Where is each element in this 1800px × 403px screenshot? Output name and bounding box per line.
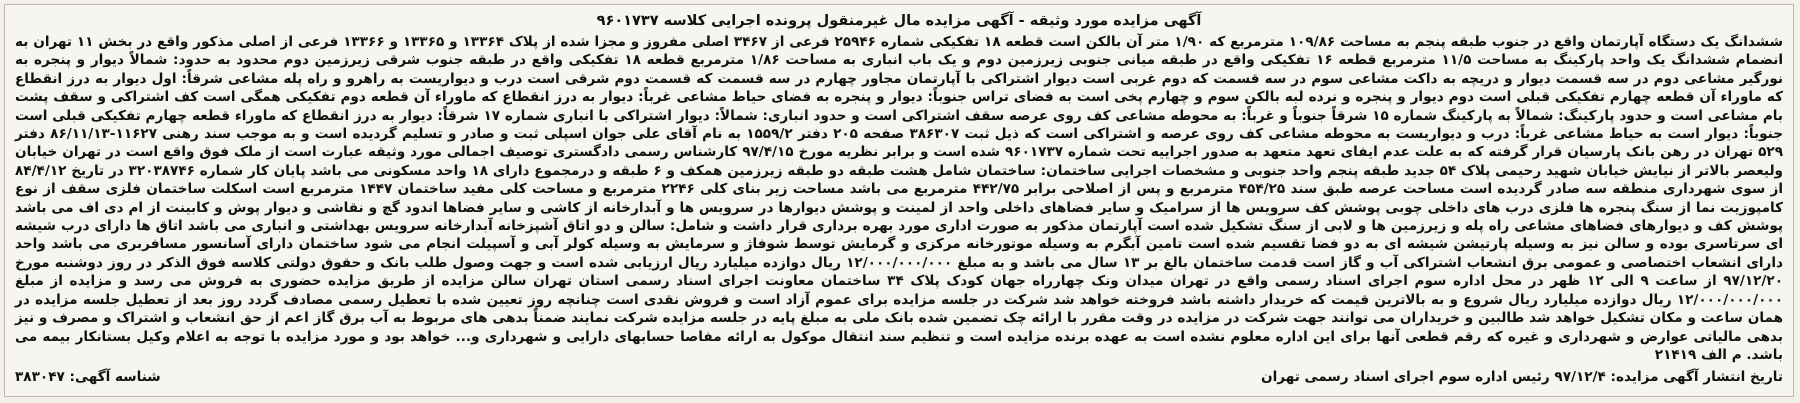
notice-body: ششدانگ یک دستگاه آپارتمان واقع در جنوب طبقه پنجم به مساحت ۱۰۹/۸۶ مترمربع که ۱/۹۰ متر آن بالکن است قطعه ۱۸ تفکیکی شماره ۲۵۹۴۶ فرعی از ۳۴۶۷ اصلی مفروز و مجزا شده از پلاک ۱۳۳۶۴ و ۱۳۳۶۵ و ۱۳۳۶۶ فرعی از اصلی مذکور واقع در بخش ۱۱ تهران به انضمام ششدانگ یک واحد پارکینگ به مساحت ۱۱/۵ مترمربع قطعه ۱۶ تفکیکی واقع در طبقه میانی جنوبی زیرزمین دوم و یک باب انباری به مساحت ۱/۸۶ مترمربع قطعه ۱۸ تفکیکی واقع در طبقه جنوب شرقی زیرزمین دوم محدود به حدود: شمالاً دیوار و پنجره به نورگیر مشاعی دوم در سه قسمت دیوار و دریچه به داکت مشاعی سوم در سه قسمت که دوم غربی است دیوار اشتراکی با آپارتمان مجاور چهارم در سه قسمت که قسمت دوم شرقی است درب و دیواریست به راهرو و راه پله مشاعی شرقاً: اول دیوار به درز انقطاع که ماوراء آن قطعه چهارم تفکیکی قبلی است دوم دیوار و پنجره و نرده لبه بالکن سوم و چهارم پخی است به فضای تراس جنوباً: دیوار و پنجره به فضای حیاط مشاعی غرباً: دیوار به درز انقطاع که ماوراء آن قطعه دوم تفکیکی همگی است کف اشتراکی و سقف پشت بام مشاعی است و حدود پارکینگ: شمالاً به پارکینگ شماره ۱۵ شرقاً جنوباً و غرباً: به محوطه مشاعی کف روی عرصه سقف اشتراکی است و حدود انباری: شمالاً: دیوار اشتراکی با انباری شماره ۱۷ شرقاً: دیوار به درز انقطاع که ماوراء قطعه چهارم تفکیکی قبلی است جنوباً: دیوار است به حیاط مشاعی غرباً: درب و دیواریست به محوطه مشاعی کف روی عرصه و اشتراکی است که ذیل ثبت ۳۸۶۳۰۷ صفحه ۲۰۵ دفتر ۱۵۵۹/۲ به نام آقای علی جوان اسپلی ثبت و صادر و تسلیم گردیده است و به موجب سند رهنی ۱۱۶۲۷-۸۶/۱۱/۱۳ دفتر ۵۲۹ تهران در رهن بانک پارسیان قرار گرفته که به علت عدم ایفای تعهد متعهد به صدور اجراییه تحت شماره ۹۶۰۱۷۳۷ شده است و برابر نظریه مورخ ۹۷/۴/۱۵ کارشناس رسمی دادگستری توصیف اجمالی مورد وثیقه عبارت است از ملک فوق واقع است در تهران خیابان ولیعصر بالاتر از نیایش خیابان شهید رحیمی پلاک ۵۴ جدید طبقه پنجم واحد جنوبی و مشخصات اجرایی ساختمان: ساختمان شامل هشت طبقه دو طبقه زیرزمین همکف و ۶ طبقه و درمجموع دارای ۱۸ واحد مسکونی می باشد پایان کار شماره ۳۲۰۳۸۷۴۶ در تاریخ ۸۴/۴/۱۲ از سوی شهرداری منطقه سه صادر گردیده است مساحت عرصه طبق سند ۴۵۴/۲۵ مترمربع و پس از اصلاحی برابر ۴۴۲/۷۵ مترمربع می باشد مساحت زیر بنای کلی ۲۲۴۶ مترمربع و مساحت کلی مفید ساختمان ۱۴۴۷ مترمربع است اسکلت ساختمان فلزی سقف از نوع کامپوزیت نما از سنگ پنجره ها فلزی درب های داخلی چوبی پوشش کف سرویس ها از سرامیک و سایر فضاهای داخلی واحد از لمینت و پوشش دیوارها در سرویس ها و آبدارخانه از کاشی و سایر فضاها اندود گچ و نقاشی و دیوار پوش و کابینت از ام دی اف می باشد پوشش کف و دیوارهای فضاهای مشاعی راه پله و زیرزمین ها و لابی از سنگ تشکیل شده است آپارتمان مذکور به صورت اداری مورد بهره برداری قرار داشت و شامل: سالن و دو اتاق آشپزخانه آبدارخانه سرویس بهداشتی و انباری می باشد اتاق ها دارای درب شیشه ای سرتاسری بوده و سالن نیز به وسیله پارتیشن شیشه ای به دو فضا تقسیم شده است تامین آبگرم به وسیله موتورخانه مرکزی و گرمایش توسط شوفاژ و سرمایش به وسیله کولر آبی و آسپیلت انجام می شود ساختمان دارای آسانسور مسافربری می باشد واحد دارای انشعاب اختصاصی و عمومی برق انشعاب اشتراکی آب و گاز است قدمت ساختمان بالغ بر ۱۳ سال می باشد و به مبلغ ۱۲/۰۰۰/۰۰۰/۰۰۰ ریال دوازده میلیارد ریال ارزیابی شده است و جهت وصول طلب بانک و حقوق دولتی کلاسه فوق الذکر در روز دوشنبه مورخ ۹۷/۱۲/۲۰ از ساعت ۹ الی ۱۲ ظهر در محل اداره سوم اجرای اسناد رسمی واقع در تهران میدان ونک چهارراه جهان کودک پلاک ۳۴ ساختمان معاونت اجرای اسناد رسمی استان تهران سالن مزایده از طریق مزایده حضوری به فروش می رسد و مزایده از مبلغ ۱۲/۰۰۰/۰۰۰/۰۰۰ ریال دوازده میلیارد ریال شروع و به بالاترین قیمت که خریدار داشته باشد فروخته خواهد شد شرکت در جلسه مزایده برای عموم آزاد است و فروش نقدی است چنانچه روز تعیین شده با تعطیل رسمی مصادف گردد روز بعد از تعطیل جلسه مزایده در همان ساعت و مکان تشکیل خواهد شد طالبین و خریداران می توانند جهت شرکت در مزایده در وقت مقرر با ارائه چک تضمین شده بانک ملی به مبلغ پایه در جلسه مزایده شرکت نمایند ضمناً بدهی های مربوط به آب برق گاز اعم از حق انشعاب و اشتراک و مصرف و نیز بدهی مالیاتی عوارض و شهرداری و غیره که رقم قطعی آنها برای این اداره معلوم نشده است به عهده برنده مزایده است و تنظیم سند انتقال موکول به ارائه مفاصا حسابهای دارایی و شهرداری و... خواهد بود و مورد مزایده با توجه به اعلام وکیل بستانکار بیمه می باشد. م الف ۲۱۴۱۹ xyxy=(15,34,1784,363)
publication-date-and-signature: تاریخ انتشار آگهی مزایده: ۹۷/۱۲/۴ رئیس اداره سوم اجرای اسناد رسمی تهران xyxy=(1261,369,1783,386)
notice-footer xyxy=(15,367,1783,387)
auction-notice xyxy=(4,4,1794,397)
notice-title: آگهی مزایده مورد وثیقه - آگهی مزایده مال غیرمنقول پرونده اجرایی کلاسه ۹۶۰۱۷۳۷ xyxy=(596,13,1202,29)
notice-id: شناسه آگهی: ۳۸۳۰۴۷ xyxy=(15,369,161,386)
